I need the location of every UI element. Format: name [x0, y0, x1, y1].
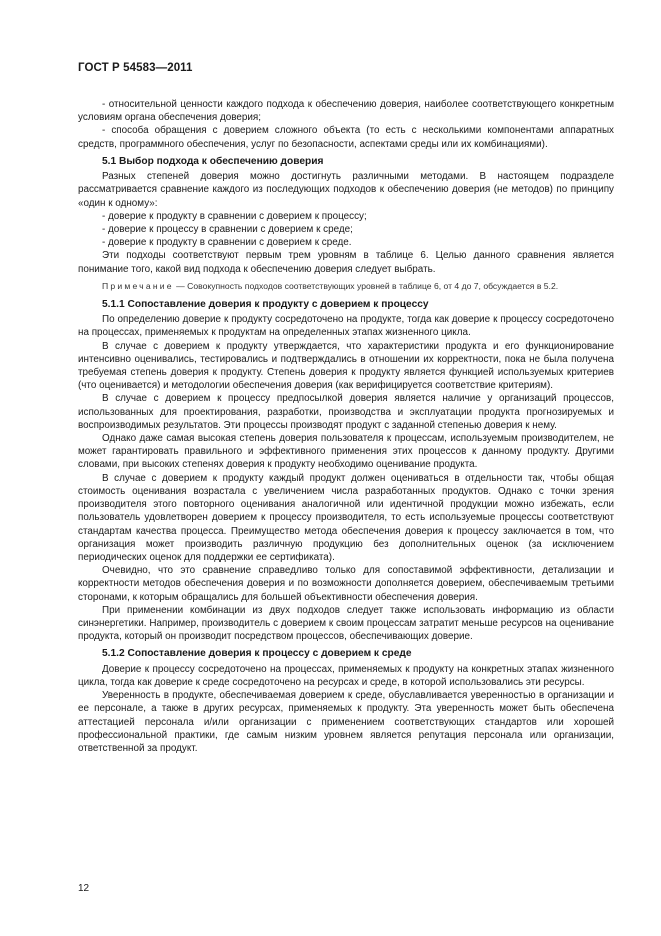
- document-page: [78, 62, 614, 755]
- paragraph: Уверенность в продукте, обеспечиваемая доверием к среде, обуславливается уверенностью в организации и ее персонале, а также в других ресурсах, применяемых к продукту. Эта уверенность может быть обеспечена аттестацией персонала и/или организации с применением соответствующих стандартов или хорошей профессиональной практики, где самым низким уровнем является репутация персонала или организации, ответственной за продукт.: [78, 690, 614, 754]
- list-item: - доверие к продукту в сравнении с доверием к процессу;: [102, 210, 367, 222]
- paragraph: Доверие к процессу сосредоточено на процессах, применяемых к продукту на конкретных этапах жизненного цикла, тогда как доверие к среде сосредоточено на ресурсах и среде, в которой использовались эти ресурсы.: [78, 663, 614, 688]
- section-heading-5-1-1: 5.1.1 Сопоставление доверия к продукту с доверием к процессу: [102, 298, 429, 310]
- paragraph: При применении комбинации из двух подходов следует также использовать информацию из области синэнергетики. Например, производитель с доверием к своим процессам затратит меньше ресурсов на оценивание продукта, который он производит посредством процессов, обеспечивающих доверие.: [78, 604, 614, 643]
- section-heading-5-1-2: 5.1.2 Сопоставление доверия к процессу с доверием к среде: [102, 648, 412, 660]
- paragraph: - способа обращения с доверием сложного объекта (то есть с несколькими компонентами аппаратных средств, программного обеспечения, услуг по безопасности, аспектами среды или их комбинациями).: [78, 125, 614, 150]
- paragraph: - относительной ценности каждого подхода к обеспечению доверия, наиболее соответствующего конкретным условиям органа обеспечения доверия;: [78, 99, 614, 124]
- paragraph: Однако даже самая высокая степень доверия пользователя к процессам, используемым производителем, не может гарантировать правильного и эффективного применения этих процессов к данному продукту. Другими словами, при высоких степенях доверия к продукту необходимо оценивание продукта.: [78, 433, 614, 471]
- paragraph: Очевидно, что это сравнение справедливо только для сопоставимой эффективности, детализации и корректности методов обеспечения доверия и по возможности дополняется доверием, обеспечиваемым третьими сторонами, к которым обращались для большей объективности обеспечения доверия.: [78, 565, 614, 603]
- note-text: — Совокупность подходов соответствующих уровней в таблице 6, от 4 до 7, обсуждается в 5.2.: [176, 280, 559, 291]
- note-label: Примечание: [102, 280, 174, 291]
- section-heading-5-1: 5.1 Выбор подхода к обеспечению доверия: [102, 155, 324, 167]
- paragraph: По определению доверие к продукту сосредоточено на продукте, тогда как доверие к процессу сосредоточено на процессах, применяемых к продуктам на определенных этапах жизненного цикла.: [78, 314, 614, 339]
- note: [78, 280, 614, 292]
- list-item: - доверие к процессу в сравнении с доверием к среде;: [102, 224, 353, 236]
- paragraph: В случае с доверием к процессу предпосылкой доверия является наличие у организаций процессов, использованных для проектирования, разработки, производства и эксплуатации продукта прогнозируемых и воспроизводимых результатов. Эти процессы производят продукт с заданной степенью доверия к нему.: [78, 393, 614, 431]
- standard-code: ГОСТ Р 54583—2011: [78, 62, 193, 74]
- paragraph: В случае с доверием к продукту утверждается, что характеристики продукта и его функционирование интенсивно оценивались, тестировались и подтверждались в отношении их корректности, пока не была получена требуемая степень доверия к продукту. Степень доверия к продукту является функцией используемых критериев (что оценивается) и методологии обеспечения доверия (как верифицируется соответствие критериям).: [78, 340, 614, 392]
- paragraph: В случае с доверием к продукту каждый продукт должен оцениваться в отдельности так, чтобы общая стоимость оценивания возрастала с увеличением числа разработанных продуктов. Однако с точки зрения производителя этого повторного оценивания аналогичной или идентичной продукции можно избежать, если пользователь удовлетворен доверием к процессу производителя, то есть используемые процессы соответствуют стандартам качества процесса. Преимущество метода обеспечения доверия к процессу заключается в том, что организация может производить различную продукцию без дополнительных оценок (за исключением периодических оценок для поддержки ее сертификата).: [78, 472, 614, 563]
- page-number: 12: [78, 883, 90, 894]
- paragraph: Разных степеней доверия можно достигнуть различными методами. В настоящем подразделе рассматривается сравнение каждого из последующих подходов к обеспечению доверия (не методов) по принципу «один к одному»:: [78, 171, 614, 209]
- paragraph: Эти подходы соответствуют первым трем уровням в таблице 6. Целью данного сравнения является понимание того, какой вид подхода к обеспечению доверия следует выбрать.: [78, 250, 614, 275]
- list-item: - доверие к продукту в сравнении с доверием к среде.: [102, 237, 352, 249]
